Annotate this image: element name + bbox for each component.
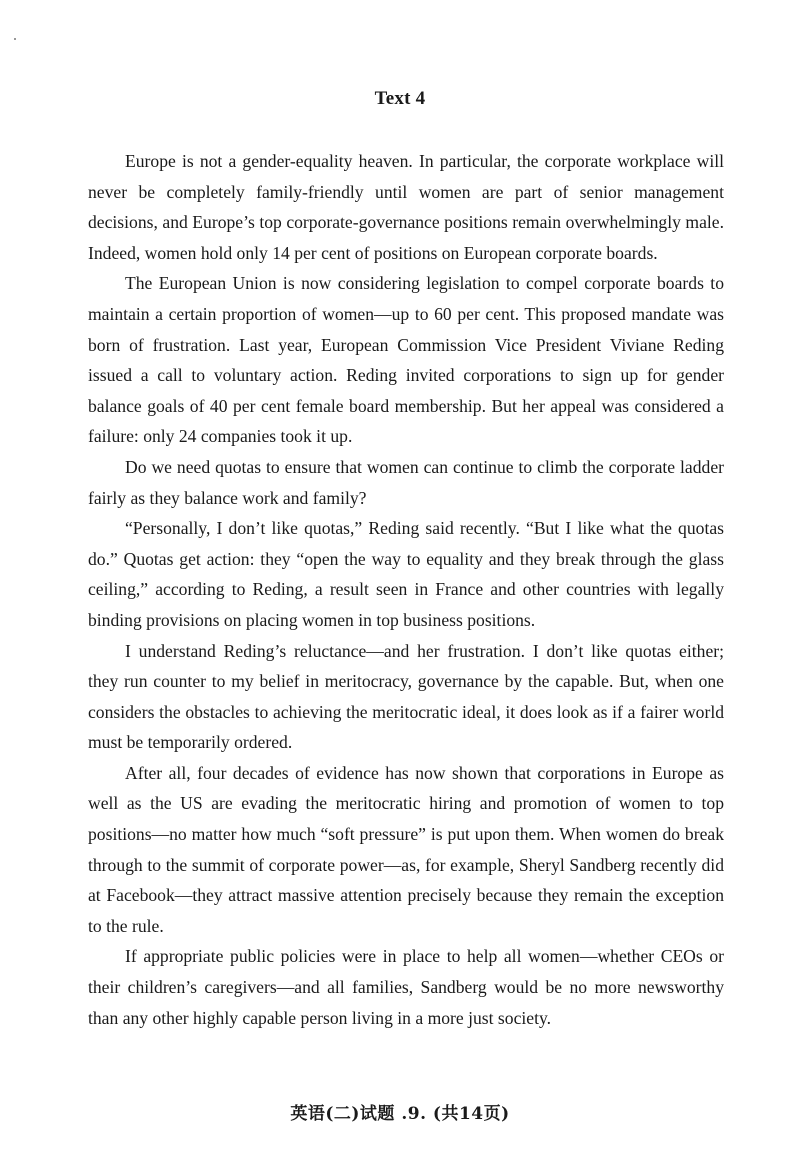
paragraph-7: If appropriate public policies were in place to help all women—whether CEOs or their children’s caregivers—and all families, Sandberg would be no more newsworthy than any other highly capable person living in a more just society. xyxy=(88,946,724,1028)
passage-title: Text 4 xyxy=(374,88,426,109)
paragraph-2: The European Union is now considering legislation to compel corporate boards to maintain a certain proportion of women—up to 60 per cent. This proposed mandate was born of frustration. Last year, European Commission Vice President Viviane Reding issued a call to voluntary action. Reding invited corporations to sign up for gender balance goals of 40 per cent female board membership. But her appeal was considered a failure: only 24 companies took it up. xyxy=(88,273,724,447)
paragraph-5: I understand Reding’s reluctance—and her frustration. I don’t like quotas either; they run counter to my belief in meritocracy, governance by the capable. But, when one considers the obstacles to achieving the meritocratic ideal, it does look as if a fairer world must be temporarily ordered. xyxy=(88,640,724,753)
paragraph-1: Europe is not a gender-equality heaven. In particular, the corporate workplace will never be completely family-friendly until women are part of senior management decisions, and Europe’s top corporate-governance positions remain overwhelmingly male. Indeed, women hold only 14 per cent of positions on European corporate boards. xyxy=(88,151,724,263)
passage-body xyxy=(88,146,724,1033)
page-footer: 英语(二)试题 .9. (共14页) xyxy=(290,1104,510,1124)
paragraph-4: “Personally, I don’t like quotas,” Reding said recently. “But I like what the quotas do.” Quotas get action: they “open the way to equality and they break through the glass ceiling,” according to Reding, a result seen in France and other countries with legally binding provisions on placing women in top business positions. xyxy=(88,518,724,630)
paragraph-6: After all, four decades of evidence has now shown that corporations in Europe as well as the US are evading the meritocratic hiring and promotion of women to top positions—no matter how much “soft pressure” is put upon them. When women do break through to the summit of corporate power—as, for example, Sheryl Sandberg recently did at Facebook—they attract massive attention precisely because they remain the exception to the rule. xyxy=(88,762,724,936)
scan-speck xyxy=(14,38,16,40)
paragraph-3: Do we need quotas to ensure that women can continue to climb the corporate ladder fairly as they balance work and family? xyxy=(88,456,724,508)
